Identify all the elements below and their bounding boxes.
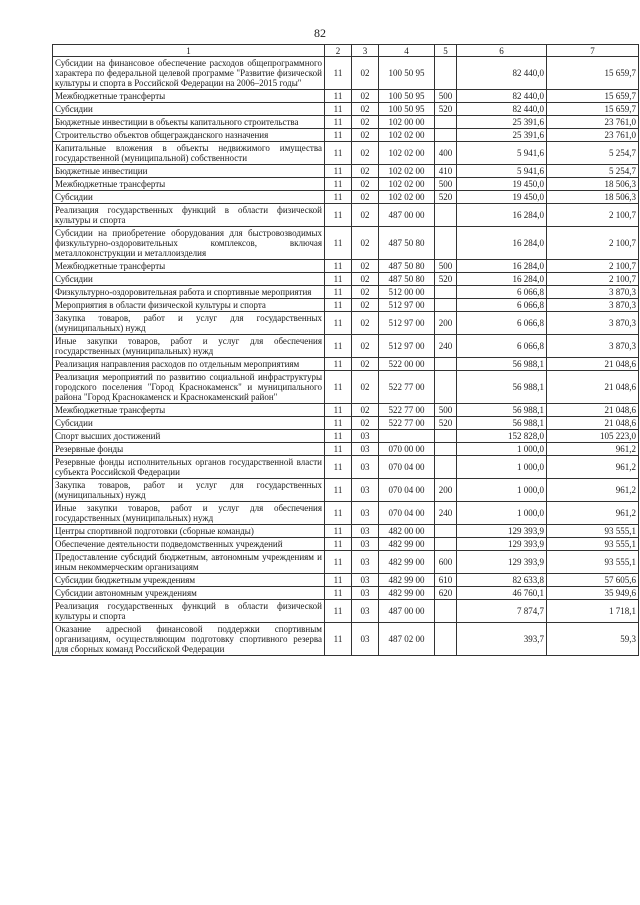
executed-amount-cell: 3 870,3	[547, 299, 639, 312]
expense-type-cell	[435, 430, 457, 443]
header-cell-5: 5	[435, 45, 457, 57]
planned-amount-cell: 82 440,0	[457, 57, 547, 90]
table-row	[53, 456, 639, 479]
table-row	[53, 479, 639, 502]
table-row	[53, 260, 639, 273]
section-cell: 11	[325, 417, 352, 430]
executed-amount-cell: 3 870,3	[547, 286, 639, 299]
section-cell: 11	[325, 116, 352, 129]
section-cell: 11	[325, 623, 352, 656]
header-cell-7: 7	[547, 45, 639, 57]
subsection-cell: 02	[352, 286, 379, 299]
item-name-cell: Строительство объектов общегражданского назначения	[53, 129, 325, 142]
section-cell: 11	[325, 286, 352, 299]
table-row	[53, 574, 639, 587]
subsection-cell: 02	[352, 129, 379, 142]
table-row	[53, 286, 639, 299]
section-cell: 11	[325, 574, 352, 587]
section-cell: 11	[325, 299, 352, 312]
subsection-cell: 02	[352, 178, 379, 191]
target-article-cell: 102 02 00	[379, 142, 435, 165]
table-row	[53, 404, 639, 417]
item-name-cell: Мероприятия в области физической культуры и спорта	[53, 299, 325, 312]
executed-amount-cell: 1 718,1	[547, 600, 639, 623]
executed-amount-cell: 35 949,6	[547, 587, 639, 600]
target-article-cell: 482 00 00	[379, 525, 435, 538]
planned-amount-cell: 129 393,9	[457, 525, 547, 538]
planned-amount-cell: 5 941,6	[457, 165, 547, 178]
expense-type-cell: 240	[435, 502, 457, 525]
item-name-cell: Иные закупки товаров, работ и услуг для обеспечения государственных (муниципальных) нужд	[53, 335, 325, 358]
section-cell: 11	[325, 178, 352, 191]
target-article-cell: 100 50 95	[379, 90, 435, 103]
section-cell: 11	[325, 551, 352, 574]
subsection-cell: 03	[352, 551, 379, 574]
expense-type-cell	[435, 623, 457, 656]
expense-type-cell: 620	[435, 587, 457, 600]
subsection-cell: 02	[352, 142, 379, 165]
header-cell-3: 3	[352, 45, 379, 57]
executed-amount-cell: 961,2	[547, 502, 639, 525]
table-row	[53, 335, 639, 358]
table-row	[53, 417, 639, 430]
executed-amount-cell: 2 100,7	[547, 204, 639, 227]
executed-amount-cell: 21 048,6	[547, 417, 639, 430]
target-article-cell: 102 02 00	[379, 165, 435, 178]
planned-amount-cell: 82 440,0	[457, 90, 547, 103]
expense-type-cell	[435, 299, 457, 312]
target-article-cell: 487 50 80	[379, 227, 435, 260]
item-name-cell: Закупка товаров, работ и услуг для государственных (муниципальных) нужд	[53, 479, 325, 502]
executed-amount-cell: 93 555,1	[547, 538, 639, 551]
expense-type-cell	[435, 129, 457, 142]
item-name-cell: Реализация мероприятий по развитию социальной инфраструктуры городского поселения "Город Краснокаменск" и муниципального района "Город Краснокаменск и Краснокаменский район"	[53, 371, 325, 404]
section-cell: 11	[325, 103, 352, 116]
target-article-cell: 482 99 00	[379, 574, 435, 587]
table-row	[53, 525, 639, 538]
subsection-cell: 02	[352, 103, 379, 116]
target-article-cell: 522 77 00	[379, 404, 435, 417]
table-row	[53, 103, 639, 116]
executed-amount-cell: 3 870,3	[547, 335, 639, 358]
executed-amount-cell: 21 048,6	[547, 371, 639, 404]
section-cell: 11	[325, 273, 352, 286]
planned-amount-cell: 19 450,0	[457, 191, 547, 204]
item-name-cell: Субсидии бюджетным учреждениям	[53, 574, 325, 587]
expense-type-cell: 500	[435, 260, 457, 273]
section-cell: 11	[325, 227, 352, 260]
executed-amount-cell: 15 659,7	[547, 57, 639, 90]
expense-type-cell	[435, 538, 457, 551]
section-cell: 11	[325, 430, 352, 443]
expense-type-cell: 410	[435, 165, 457, 178]
target-article-cell: 070 00 00	[379, 443, 435, 456]
table-row	[53, 551, 639, 574]
section-cell: 11	[325, 371, 352, 404]
item-name-cell: Резервные фонды	[53, 443, 325, 456]
table-row	[53, 204, 639, 227]
target-article-cell: 487 50 80	[379, 260, 435, 273]
item-name-cell: Спорт высших достижений	[53, 430, 325, 443]
item-name-cell: Субсидии	[53, 273, 325, 286]
expense-type-cell: 600	[435, 551, 457, 574]
item-name-cell: Реализация государственных функций в области физической культуры и спорта	[53, 204, 325, 227]
table-row	[53, 129, 639, 142]
subsection-cell: 02	[352, 312, 379, 335]
expense-type-cell	[435, 456, 457, 479]
target-article-cell: 100 50 95	[379, 57, 435, 90]
expense-type-cell	[435, 57, 457, 90]
subsection-cell: 03	[352, 443, 379, 456]
table-row	[53, 299, 639, 312]
target-article-cell	[379, 430, 435, 443]
expense-type-cell	[435, 358, 457, 371]
section-cell: 11	[325, 456, 352, 479]
table-row	[53, 358, 639, 371]
expense-type-cell: 240	[435, 335, 457, 358]
section-cell: 11	[325, 312, 352, 335]
subsection-cell: 02	[352, 165, 379, 178]
executed-amount-cell: 23 761,0	[547, 116, 639, 129]
executed-amount-cell: 59,3	[547, 623, 639, 656]
table-row	[53, 443, 639, 456]
item-name-cell: Реализация государственных функций в области физической культуры и спорта	[53, 600, 325, 623]
header-cell-2: 2	[325, 45, 352, 57]
section-cell: 11	[325, 600, 352, 623]
table-row	[53, 142, 639, 165]
expense-type-cell	[435, 371, 457, 404]
expense-type-cell: 520	[435, 417, 457, 430]
item-name-cell: Иные закупки товаров, работ и услуг для обеспечения государственных (муниципальных) нужд	[53, 502, 325, 525]
planned-amount-cell: 1 000,0	[457, 443, 547, 456]
executed-amount-cell: 93 555,1	[547, 551, 639, 574]
expense-type-cell	[435, 286, 457, 299]
planned-amount-cell: 1 000,0	[457, 456, 547, 479]
header-row	[53, 45, 639, 57]
planned-amount-cell: 129 393,9	[457, 551, 547, 574]
section-cell: 11	[325, 538, 352, 551]
item-name-cell: Субсидии	[53, 191, 325, 204]
item-name-cell: Капитальные вложения в объекты недвижимого имущества государственной (муниципальной) собственности	[53, 142, 325, 165]
subsection-cell: 03	[352, 479, 379, 502]
executed-amount-cell: 18 506,3	[547, 178, 639, 191]
item-name-cell: Межбюджетные трансферты	[53, 260, 325, 273]
section-cell: 11	[325, 587, 352, 600]
table-row	[53, 600, 639, 623]
subsection-cell: 02	[352, 299, 379, 312]
expense-type-cell	[435, 116, 457, 129]
planned-amount-cell: 19 450,0	[457, 178, 547, 191]
subsection-cell: 02	[352, 227, 379, 260]
subsection-cell: 02	[352, 404, 379, 417]
planned-amount-cell: 16 284,0	[457, 227, 547, 260]
expense-type-cell: 520	[435, 273, 457, 286]
planned-amount-cell: 1 000,0	[457, 479, 547, 502]
section-cell: 11	[325, 404, 352, 417]
section-cell: 11	[325, 191, 352, 204]
table-row	[53, 165, 639, 178]
subsection-cell: 02	[352, 417, 379, 430]
item-name-cell: Межбюджетные трансферты	[53, 404, 325, 417]
executed-amount-cell: 105 223,0	[547, 430, 639, 443]
subsection-cell: 02	[352, 371, 379, 404]
table-row	[53, 587, 639, 600]
subsection-cell: 02	[352, 273, 379, 286]
subsection-cell: 03	[352, 430, 379, 443]
subsection-cell: 02	[352, 204, 379, 227]
section-cell: 11	[325, 165, 352, 178]
item-name-cell: Межбюджетные трансферты	[53, 90, 325, 103]
planned-amount-cell: 6 066,8	[457, 335, 547, 358]
subsection-cell: 03	[352, 538, 379, 551]
target-article-cell: 487 50 80	[379, 273, 435, 286]
target-article-cell: 482 99 00	[379, 538, 435, 551]
target-article-cell: 487 00 00	[379, 600, 435, 623]
item-name-cell: Бюджетные инвестиции в объекты капитального строительства	[53, 116, 325, 129]
section-cell: 11	[325, 129, 352, 142]
planned-amount-cell: 16 284,0	[457, 204, 547, 227]
subsection-cell: 03	[352, 600, 379, 623]
section-cell: 11	[325, 443, 352, 456]
table-row	[53, 538, 639, 551]
item-name-cell: Бюджетные инвестиции	[53, 165, 325, 178]
subsection-cell: 02	[352, 116, 379, 129]
section-cell: 11	[325, 57, 352, 90]
planned-amount-cell: 56 988,1	[457, 404, 547, 417]
executed-amount-cell: 2 100,7	[547, 227, 639, 260]
item-name-cell: Реализация направления расходов по отдельным мероприятиям	[53, 358, 325, 371]
executed-amount-cell: 961,2	[547, 479, 639, 502]
table-row	[53, 502, 639, 525]
header-cell-6: 6	[457, 45, 547, 57]
table-row	[53, 273, 639, 286]
expense-type-cell: 520	[435, 103, 457, 116]
planned-amount-cell: 56 988,1	[457, 358, 547, 371]
executed-amount-cell: 57 605,6	[547, 574, 639, 587]
executed-amount-cell: 5 254,7	[547, 165, 639, 178]
executed-amount-cell: 93 555,1	[547, 525, 639, 538]
item-name-cell: Центры спортивной подготовки (сборные команды)	[53, 525, 325, 538]
executed-amount-cell: 2 100,7	[547, 260, 639, 273]
executed-amount-cell: 18 506,3	[547, 191, 639, 204]
table-row	[53, 191, 639, 204]
item-name-cell: Предоставление субсидий бюджетным, автономным учреждениям и иным некоммерческим организациям	[53, 551, 325, 574]
item-name-cell: Закупка товаров, работ и услуг для государственных (муниципальных) нужд	[53, 312, 325, 335]
executed-amount-cell: 961,2	[547, 443, 639, 456]
table-row	[53, 227, 639, 260]
target-article-cell: 100 50 95	[379, 103, 435, 116]
planned-amount-cell: 129 393,9	[457, 538, 547, 551]
subsection-cell: 02	[352, 335, 379, 358]
target-article-cell: 070 04 00	[379, 502, 435, 525]
subsection-cell: 02	[352, 57, 379, 90]
target-article-cell: 522 00 00	[379, 358, 435, 371]
target-article-cell: 522 77 00	[379, 417, 435, 430]
section-cell: 11	[325, 358, 352, 371]
item-name-cell: Субсидии	[53, 103, 325, 116]
table-row	[53, 57, 639, 90]
expense-type-cell: 500	[435, 404, 457, 417]
subsection-cell: 03	[352, 587, 379, 600]
subsection-cell: 03	[352, 623, 379, 656]
planned-amount-cell: 6 066,8	[457, 286, 547, 299]
target-article-cell: 482 99 00	[379, 587, 435, 600]
executed-amount-cell: 21 048,6	[547, 404, 639, 417]
planned-amount-cell: 6 066,8	[457, 299, 547, 312]
subsection-cell: 03	[352, 525, 379, 538]
item-name-cell: Обеспечение деятельности подведомственных учреждений	[53, 538, 325, 551]
target-article-cell: 102 00 00	[379, 116, 435, 129]
subsection-cell: 02	[352, 260, 379, 273]
planned-amount-cell: 82 633,8	[457, 574, 547, 587]
expense-type-cell: 500	[435, 90, 457, 103]
target-article-cell: 482 99 00	[379, 551, 435, 574]
item-name-cell: Субсидии на финансовое обеспечение расходов общепрограммного характера по федеральной целевой программе "Развитие физической культуры и спорта в Российской Федерации на 2006–2015 годы"	[53, 57, 325, 90]
expense-type-cell: 200	[435, 479, 457, 502]
header-cell-1: 1	[53, 45, 325, 57]
section-cell: 11	[325, 335, 352, 358]
planned-amount-cell: 56 988,1	[457, 417, 547, 430]
target-article-cell: 512 00 00	[379, 286, 435, 299]
item-name-cell: Субсидии на приобретение оборудования для быстровозводимых физкультурно-оздоровительных комплексов, включая металлоконструкции и металлоизделия	[53, 227, 325, 260]
target-article-cell: 512 97 00	[379, 299, 435, 312]
planned-amount-cell: 16 284,0	[457, 260, 547, 273]
item-name-cell: Субсидии	[53, 417, 325, 430]
table-row	[53, 623, 639, 656]
executed-amount-cell: 2 100,7	[547, 273, 639, 286]
subsection-cell: 03	[352, 574, 379, 587]
target-article-cell: 102 02 00	[379, 191, 435, 204]
executed-amount-cell: 961,2	[547, 456, 639, 479]
executed-amount-cell: 5 254,7	[547, 142, 639, 165]
target-article-cell: 102 02 00	[379, 178, 435, 191]
item-name-cell: Резервные фонды исполнительных органов государственной власти субъекта Российской Федерации	[53, 456, 325, 479]
executed-amount-cell: 3 870,3	[547, 312, 639, 335]
planned-amount-cell: 7 874,7	[457, 600, 547, 623]
planned-amount-cell: 6 066,8	[457, 312, 547, 335]
table-row	[53, 312, 639, 335]
expense-type-cell: 520	[435, 191, 457, 204]
table-body	[53, 57, 639, 656]
section-cell: 11	[325, 204, 352, 227]
executed-amount-cell: 21 048,6	[547, 358, 639, 371]
table-row	[53, 178, 639, 191]
item-name-cell: Межбюджетные трансферты	[53, 178, 325, 191]
table-row	[53, 90, 639, 103]
target-article-cell: 512 97 00	[379, 335, 435, 358]
planned-amount-cell: 1 000,0	[457, 502, 547, 525]
executed-amount-cell: 15 659,7	[547, 90, 639, 103]
table-row	[53, 371, 639, 404]
expense-type-cell	[435, 227, 457, 260]
target-article-cell: 487 02 00	[379, 623, 435, 656]
subsection-cell: 03	[352, 502, 379, 525]
target-article-cell: 512 97 00	[379, 312, 435, 335]
subsection-cell: 02	[352, 90, 379, 103]
expense-type-cell	[435, 525, 457, 538]
planned-amount-cell: 25 391,6	[457, 129, 547, 142]
item-name-cell: Субсидии автономным учреждениям	[53, 587, 325, 600]
section-cell: 11	[325, 502, 352, 525]
item-name-cell: Физкультурно-оздоровительная работа и спортивные мероприятия	[53, 286, 325, 299]
table-row	[53, 430, 639, 443]
expense-type-cell: 610	[435, 574, 457, 587]
expense-type-cell: 200	[435, 312, 457, 335]
target-article-cell: 102 02 00	[379, 129, 435, 142]
budget-table	[52, 44, 639, 656]
expense-type-cell: 500	[435, 178, 457, 191]
target-article-cell: 487 00 00	[379, 204, 435, 227]
planned-amount-cell: 5 941,6	[457, 142, 547, 165]
executed-amount-cell: 15 659,7	[547, 103, 639, 116]
target-article-cell: 070 04 00	[379, 456, 435, 479]
planned-amount-cell: 56 988,1	[457, 371, 547, 404]
subsection-cell: 03	[352, 456, 379, 479]
page-number: 82	[314, 26, 326, 40]
target-article-cell: 070 04 00	[379, 479, 435, 502]
target-article-cell: 522 77 00	[379, 371, 435, 404]
expense-type-cell	[435, 443, 457, 456]
planned-amount-cell: 46 760,1	[457, 587, 547, 600]
planned-amount-cell: 152 828,0	[457, 430, 547, 443]
section-cell: 11	[325, 479, 352, 502]
planned-amount-cell: 16 284,0	[457, 273, 547, 286]
header-cell-4: 4	[379, 45, 435, 57]
item-name-cell: Оказание адресной финансовой поддержки спортивным организациям, осуществляющим подготовку спортивного резерва для сборных команд Российской Федерации	[53, 623, 325, 656]
section-cell: 11	[325, 525, 352, 538]
planned-amount-cell: 25 391,6	[457, 116, 547, 129]
expense-type-cell	[435, 204, 457, 227]
section-cell: 11	[325, 90, 352, 103]
planned-amount-cell: 393,7	[457, 623, 547, 656]
planned-amount-cell: 82 440,0	[457, 103, 547, 116]
expense-type-cell: 400	[435, 142, 457, 165]
section-cell: 11	[325, 260, 352, 273]
executed-amount-cell: 23 761,0	[547, 129, 639, 142]
section-cell: 11	[325, 142, 352, 165]
subsection-cell: 02	[352, 191, 379, 204]
subsection-cell: 02	[352, 358, 379, 371]
table-row	[53, 116, 639, 129]
expense-type-cell	[435, 600, 457, 623]
